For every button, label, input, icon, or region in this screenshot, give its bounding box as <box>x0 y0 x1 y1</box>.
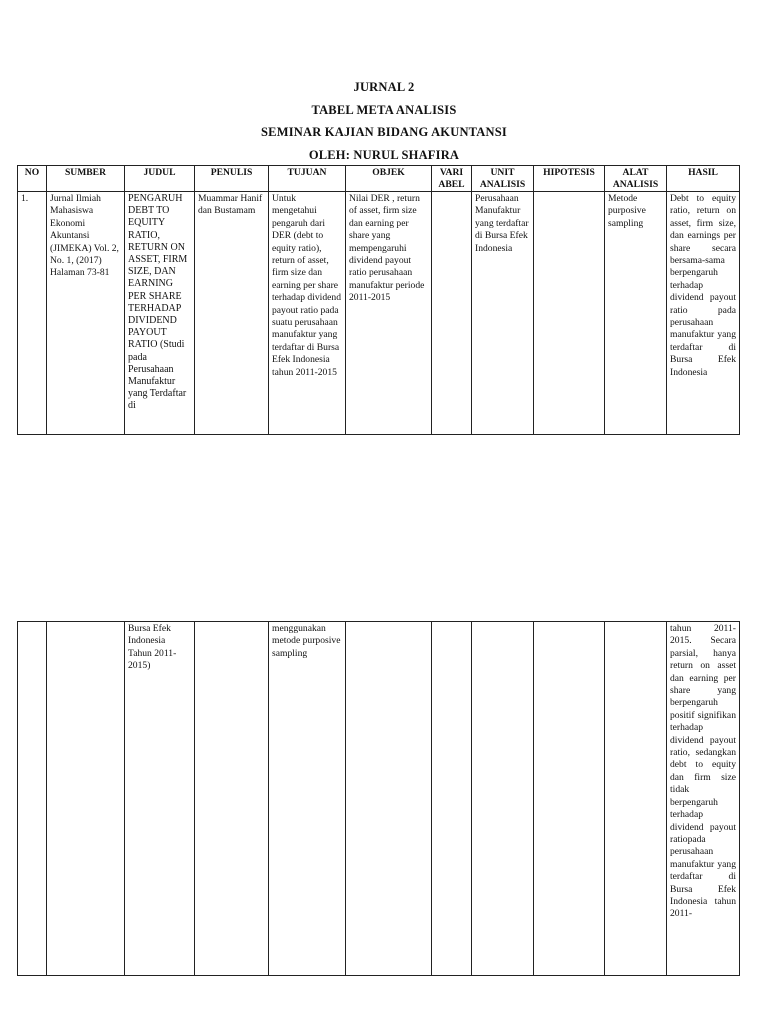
cell-penulis-cont <box>195 622 269 976</box>
col-header-objek: OBJEK <box>346 166 432 192</box>
cell-variabel <box>432 192 472 435</box>
cell-no-cont <box>18 622 47 976</box>
cell-hipotesis-cont <box>534 622 605 976</box>
cell-hasil: Debt to equity ratio, return on asset, firm size, dan earnings per share secara bersama-sama berpengaruh terhadap dividend payout ratio pada perusahaan manufaktur yang terdaftar di Bursa Efek Indonesia <box>667 192 740 435</box>
col-header-hasil: HASIL <box>667 166 740 192</box>
title-line-4: OLEH: NURUL SHAFIRA <box>308 147 460 162</box>
col-header-penulis: PENULIS <box>195 166 269 192</box>
cell-judul: PENGARUH DEBT TO EQUITY RATIO, RETURN ON ASSET, FIRM SIZE, DAN EARNING PER SHARE TERHADAP DIVIDEND PAYOUT RATIO (Studi pada Perusahaan Manufaktur yang Terdaftar di <box>125 192 195 435</box>
meta-analysis-table <box>17 165 740 435</box>
title-line-2: TABEL META ANALISIS <box>311 102 457 117</box>
col-header-hipotesis: HIPOTESIS <box>534 166 605 192</box>
cell-sumber: Jurnal Ilmiah Mahasiswa Ekonomi Akuntansi (JIMEKA) Vol. 2, No. 1, (2017) Halaman 73-81 <box>47 192 125 435</box>
table-header-row <box>18 166 740 192</box>
cell-objek-cont <box>346 622 432 976</box>
cell-objek: Nilai DER , return of asset, firm size dan earning per share yang mempengaruhi dividend payout ratio perusahaan manufaktur periode 2011-2015 <box>346 192 432 435</box>
cell-unit-analisis: Perusahaan Manufaktur yang terdaftar di Bursa Efek Indonesia <box>472 192 534 435</box>
cell-alat-analisis: Metode purposive sampling <box>605 192 667 435</box>
title-line-3: SEMINAR KAJIAN BIDANG AKUNTANSI <box>261 125 507 139</box>
col-header-judul: JUDUL <box>125 166 195 192</box>
cell-judul-cont: Bursa Efek Indonesia Tahun 2011-2015) <box>125 622 195 976</box>
table-row <box>18 622 740 976</box>
cell-hasil-cont: tahun 2011-2015. Secara parsial, hanya return on asset dan earning per share yang berpengaruh positif signifikan terhadap dividend payout ratio, sedangkan debt to equity dan firm size tidak berpengaruh terhadap dividend payout ratiopada perusahaan manufaktur yang terdaftar di Bursa Efek Indonesia tahun 2011- <box>667 622 740 976</box>
col-header-variabel: VARI ABEL <box>432 166 472 192</box>
col-header-no: NO <box>18 166 47 192</box>
cell-tujuan-cont: menggunakan metode purposive sampling <box>269 622 346 976</box>
cell-variabel-cont <box>432 622 472 976</box>
col-header-tujuan: TUJUAN <box>269 166 346 192</box>
cell-hipotesis <box>534 192 605 435</box>
col-header-unit-analisis: UNIT ANALISIS <box>472 166 534 192</box>
cell-alat-analisis-cont <box>605 622 667 976</box>
cell-penulis: Muammar Hanif dan Bustamam <box>195 192 269 435</box>
document-title-block <box>0 76 768 166</box>
cell-sumber-cont <box>47 622 125 976</box>
title-line-1: JURNAL 2 <box>353 80 415 94</box>
meta-analysis-table-continued <box>17 621 740 976</box>
table-row <box>18 192 740 435</box>
cell-tujuan: Untuk mengetahui pengaruh dari DER (debt to equity ratio), return of asset, firm size dan earning per share terhadap dividend payout ratio pada suatu perusahaan manufaktur yang terdaftar di Bursa Efek Indonesia tahun 2011-2015 <box>269 192 346 435</box>
col-header-sumber: SUMBER <box>47 166 125 192</box>
col-header-alat-analisis: ALAT ANALISIS <box>605 166 667 192</box>
cell-unit-analisis-cont <box>472 622 534 976</box>
cell-no: 1. <box>18 192 47 435</box>
